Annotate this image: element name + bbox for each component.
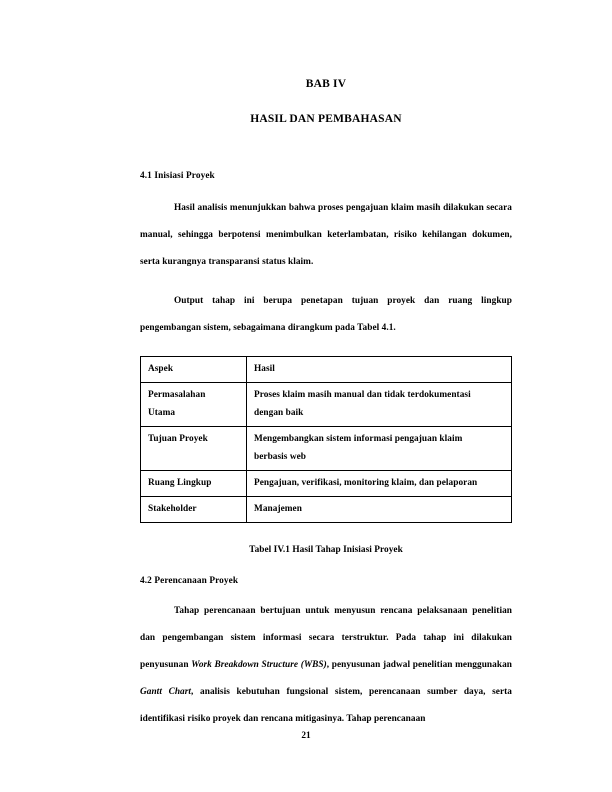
table-row — [141, 427, 512, 471]
paragraph-text-part: , analisis kebutuhan fungsional sistem, perencanaan sumber daya, serta identifikasi risiko proyek dan rencana mitigasinya. Tahap perencanaan — [140, 687, 512, 724]
table-cell-aspect — [141, 471, 247, 497]
paragraph-perencanaan-1 — [140, 598, 512, 733]
section-heading-inisiasi: 4.1 Inisiasi Proyek — [140, 171, 215, 181]
aspect-line-1: Stakeholder — [148, 504, 197, 514]
result-line-1: Proses klaim masih manual dan tidak terdokumentasi — [254, 390, 471, 400]
aspect-line-1: Ruang Lingkup — [148, 478, 212, 488]
table-header-row — [141, 357, 512, 383]
result-line-1: Manajemen — [254, 504, 302, 514]
spacer — [140, 586, 512, 598]
table-cell-result — [247, 471, 512, 497]
section-heading-perencanaan: 4.2 Perencanaan Proyek — [140, 576, 239, 586]
inisiasi-results-table — [140, 356, 512, 523]
paragraph-inisiasi-2: Output tahap ini berupa penetapan tujuan proyek dan ruang lingkup pengembangan sistem, sebagaimana dirangkum pada Tabel 4.1. — [140, 296, 512, 333]
table-cell-aspect — [141, 427, 247, 471]
spacer — [140, 342, 512, 356]
table-caption: Tabel IV.1 Hasil Tahap Inisiasi Proyek — [249, 545, 403, 555]
paragraph-inisiasi-1: Hasil analisis menunjukkan bahwa proses pengajuan klaim masih dilakukan secara manual, sehingga berpotensi menimbulkan keterlambatan, risiko kehilangan dokumen, serta kurangnya transparansi status klaim. — [140, 203, 512, 267]
page-number: 21 — [301, 731, 311, 741]
spacer — [140, 523, 512, 545]
table-container — [140, 356, 512, 523]
aspect-line-1: Permasalahan — [148, 390, 206, 400]
spacer — [140, 125, 512, 171]
paragraph-text-part: , penyusunan jadwal penelitian menggunakan — [326, 660, 512, 670]
table-header-result: Hasil — [247, 357, 512, 383]
result-line-1: Pengajuan, verifikasi, monitoring klaim, dan pelaporan — [254, 478, 478, 488]
page-content — [140, 0, 512, 733]
chapter-subtitle: HASIL DAN PEMBAHASAN — [250, 113, 402, 125]
spacer — [140, 555, 512, 576]
spacer — [140, 181, 512, 195]
table-row — [141, 383, 512, 427]
paragraph-italic-gantt: Gantt Chart — [140, 687, 192, 697]
table-cell-result — [247, 383, 512, 427]
table-cell-aspect — [141, 383, 247, 427]
paragraph-text-part: Tahap perencanaan bertujuan untuk menyusun rencana pelaksanaan penelitian dan pengembangan sistem informasi secara terstruktur. Pada tahap ini dilakukan penyusunan — [140, 606, 512, 670]
table-cell-result — [247, 497, 512, 523]
chapter-title: BAB IV — [305, 78, 347, 90]
table-row — [141, 497, 512, 523]
table-cell-aspect — [141, 497, 247, 523]
paragraph-italic-wbs: Work Breakdown Structure (WBS) — [191, 660, 327, 670]
spacer — [140, 276, 512, 288]
table-header-aspect: Aspek — [141, 357, 247, 383]
result-line-1: Mengembangkan sistem informasi pengajuan klaim — [254, 434, 463, 444]
aspect-line-2: Utama — [148, 408, 176, 418]
aspect-line-1: Tujuan Proyek — [148, 434, 208, 444]
result-line-2: berbasis web — [254, 452, 306, 462]
result-line-2: dengan baik — [254, 408, 304, 418]
table-row — [141, 471, 512, 497]
table-cell-result — [247, 427, 512, 471]
